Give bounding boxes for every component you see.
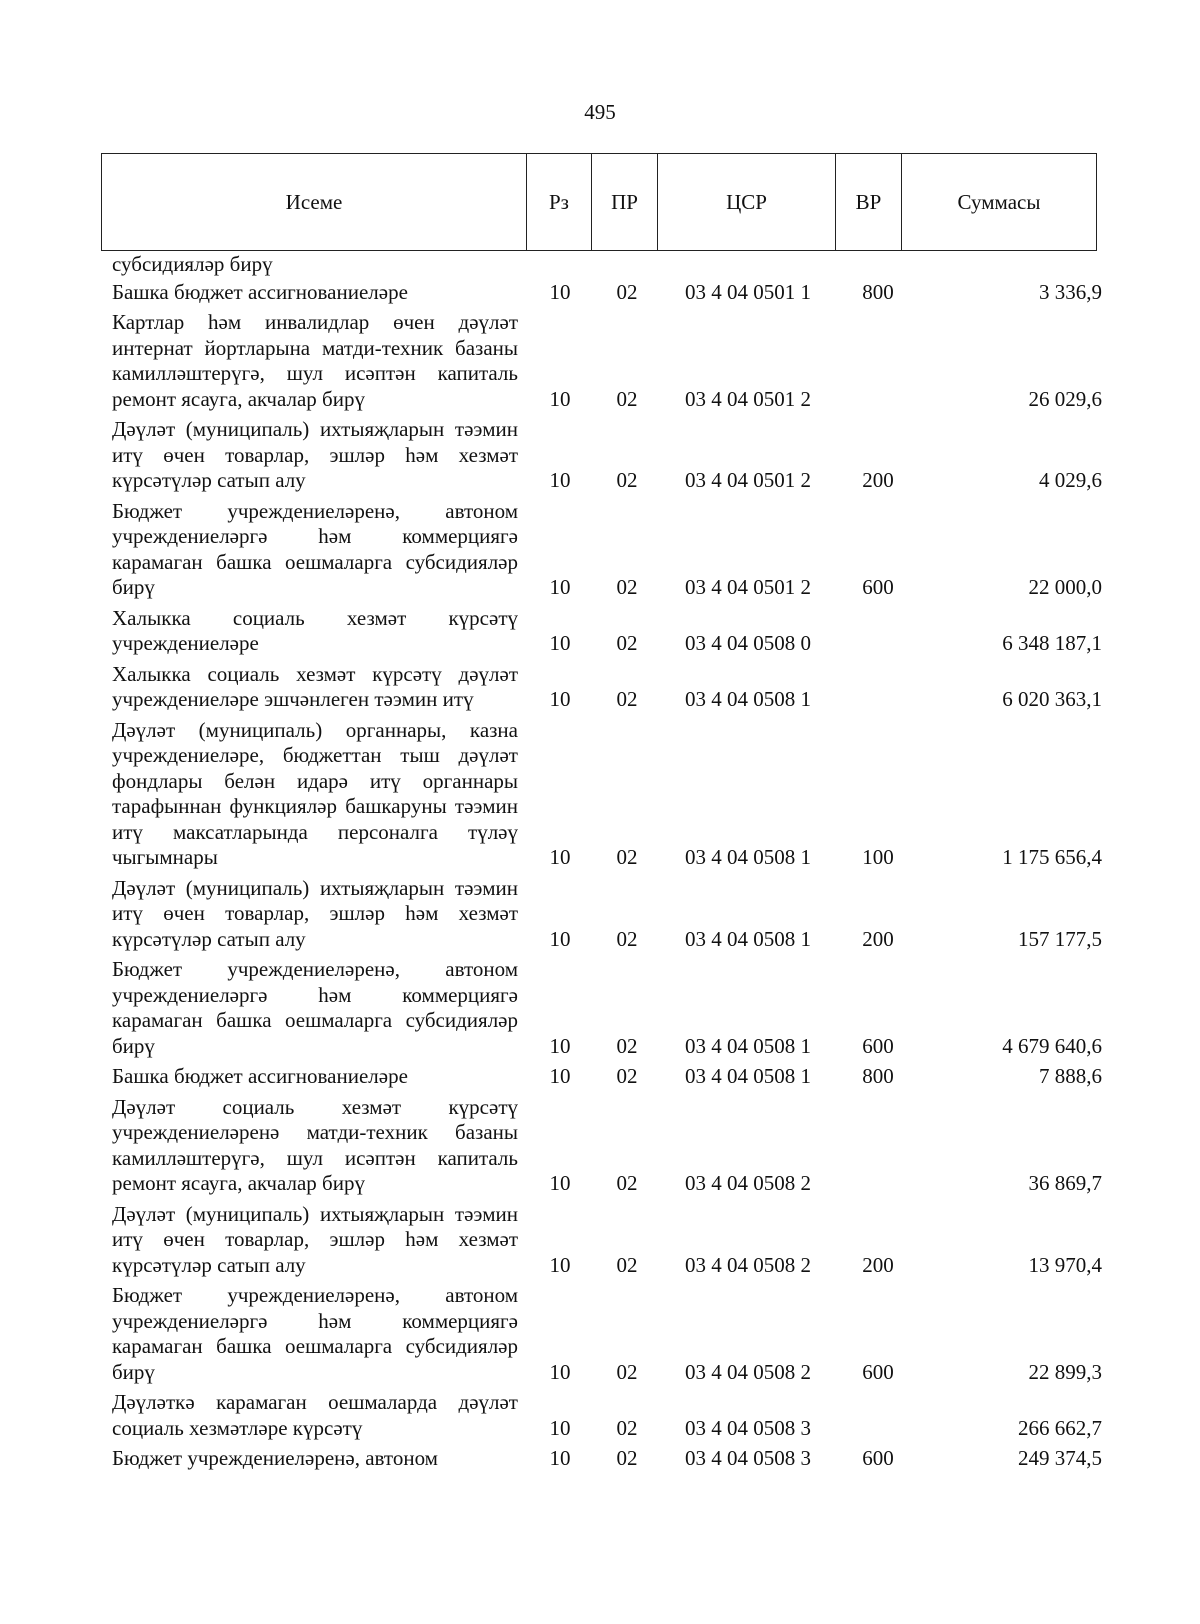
row-sum: 6 348 187,1 [1002,631,1102,655]
row-vr: 200 [862,926,894,951]
row-name: Башка бюджет ассигнованиеләре [112,1064,408,1088]
row-csr: 03 4 04 0508 1 [685,1033,811,1058]
row-pr: 02 [616,1446,638,1470]
row-name: Дәүләт (муниципаль) ихтыяҗларын тәэмин итү өчен товарлар, эшләр һәм хезмәт күрсәтүләр сатып алу [112,1201,518,1277]
row-sum: 36 869,7 [1028,1171,1102,1195]
row-name: Картлар һәм инвалидлар өчен дәүләт интернат йортларына матди-техник базаны камилләштерүгә, шул исәптән капиталь ремонт ясауга, акчалар бирү [112,310,518,411]
table-row [0,718,1200,871]
row-rz: 10 [549,1171,571,1195]
row-pr: 02 [616,631,638,655]
row-rz: 10 [549,1446,571,1470]
row-pr: 02 [616,1171,638,1195]
row-pr: 02 [616,468,638,492]
row-csr: 03 4 04 0508 1 [685,1064,811,1088]
table-row [0,1446,1200,1472]
row-vr: 800 [862,279,894,304]
row-pr: 02 [616,386,638,411]
row-csr: 03 4 04 0501 2 [685,575,811,599]
row-rz: 10 [549,386,571,411]
row-sum: 6 020 363,1 [1002,687,1102,711]
row-vr: 600 [862,1446,894,1470]
column-header-pr: ПР [592,154,658,251]
row-csr: 03 4 04 0508 3 [685,1415,811,1440]
row-sum: 249 374,5 [1018,1446,1102,1470]
row-name: Дәүләт (муниципаль) органнары, казна учреждениеләре, бюджеттан тыш дәүләт фондлары белән идарә итү органнары тарафыннан функцияләр башкаруны тәэмин итү максатларында персоналга түләү чыгымнары [112,717,518,869]
row-pr: 02 [616,1252,638,1277]
row-vr: 600 [862,1033,894,1058]
table-row [0,1064,1200,1090]
row-vr: 200 [862,1252,894,1277]
row-pr: 02 [616,575,638,599]
row-pr: 02 [616,845,638,869]
row-vr: 800 [862,1064,894,1088]
row-sum: 157 177,5 [1018,926,1102,951]
table-row [0,1202,1200,1279]
row-name: Дәүләткә карамаган оешмаларда дәүләт социаль хезмәтләре күрсәтү [112,1390,518,1440]
page-number: 495 [584,100,616,124]
row-csr: 03 4 04 0508 2 [685,1252,811,1277]
row-rz: 10 [549,279,571,304]
row-csr: 03 4 04 0508 3 [685,1446,811,1470]
table-row [0,310,1200,412]
row-csr: 03 4 04 0508 0 [685,631,811,655]
row-csr: 03 4 04 0508 1 [685,926,811,951]
row-sum: 22 899,3 [1028,1359,1102,1384]
row-name: Бюджет учреждениеләренә, автоном учреждениеләргә һәм коммерциягә карамаган башка оешмаларга субсидияләр бирү [112,957,518,1058]
column-header-vr: ВР [836,154,902,251]
table-row [0,499,1200,601]
row-rz: 10 [549,845,571,869]
table-row [0,662,1200,713]
row-rz: 10 [549,1064,571,1088]
column-header-rz: Рз [527,154,592,251]
row-sum: 22 000,0 [1028,575,1102,599]
row-csr: 03 4 04 0508 2 [685,1171,811,1195]
row-sum: 26 029,6 [1028,386,1102,411]
row-name: Дәүләт (муниципаль) ихтыяҗларын тәэмин итү өчен товарлар, эшләр һәм хезмәт күрсәтүләр сатып алу [112,875,518,951]
row-pr: 02 [616,926,638,951]
row-sum: 1 175 656,4 [1002,845,1102,869]
row-sum: 3 336,9 [1039,279,1102,304]
row-name: субсидияләр бирү [112,252,273,276]
row-name: Бюджет учреждениеләренә, автоном учреждениеләргә һәм коммерциягә карамаган башка оешмаларга субсидияләр бирү [112,498,518,599]
table-row [0,280,1200,306]
row-name: Дәүләт (муниципаль) ихтыяҗларын тәэмин итү өчен товарлар, эшләр һәм хезмәт күрсәтүләр сатып алу [112,417,518,492]
row-csr: 03 4 04 0508 2 [685,1359,811,1384]
row-csr: 03 4 04 0508 1 [685,687,811,711]
row-csr: 03 4 04 0501 1 [685,279,811,304]
table-row [0,1283,1200,1385]
row-sum: 7 888,6 [1039,1064,1102,1088]
row-name: Дәүләт социаль хезмәт күрсәтү учреждениеләренә матди-техник базаны камилләштерүгә, шул исәптән капиталь ремонт ясауга, акчалар бирү [112,1094,518,1195]
row-pr: 02 [616,279,638,304]
table-body [0,252,1200,1477]
table-row [0,252,1200,278]
table-row [0,417,1200,494]
row-pr: 02 [616,1359,638,1384]
row-vr: 100 [862,845,894,869]
row-sum: 13 970,4 [1028,1252,1102,1277]
table-header [101,153,1097,251]
row-sum: 4 679 640,6 [1002,1033,1102,1058]
row-rz: 10 [549,631,571,655]
row-name: Башка бюджет ассигнованиеләре [112,279,408,304]
table-row [0,1390,1200,1441]
row-rz: 10 [549,575,571,599]
row-rz: 10 [549,926,571,951]
row-vr: 600 [862,1359,894,1384]
row-pr: 02 [616,1064,638,1088]
row-rz: 10 [549,687,571,711]
row-vr: 200 [862,468,894,492]
row-pr: 02 [616,1033,638,1058]
row-name: Халыкка социаль хезмәт күрсәтү учреждениеләре [112,605,518,655]
row-name: Бюджет учреждениеләренә, автоном [112,1446,438,1470]
row-name: Бюджет учреждениеләренә, автоном учреждениеләргә һәм коммерциягә карамаган башка оешмаларга субсидияләр бирү [112,1283,518,1384]
row-name: Халыкка социаль хезмәт күрсәтү дәүләт учреждениеләре эшчәнлеген тәэмин итү [112,661,518,711]
row-sum: 4 029,6 [1039,468,1102,492]
row-vr: 600 [862,575,894,599]
row-pr: 02 [616,687,638,711]
table-row [0,1095,1200,1197]
row-csr: 03 4 04 0501 2 [685,468,811,492]
column-header-csr: ЦСР [658,154,836,251]
row-pr: 02 [616,1415,638,1440]
table-row [0,606,1200,657]
table-row [0,957,1200,1059]
table-row [0,876,1200,953]
row-rz: 10 [549,1252,571,1277]
row-csr: 03 4 04 0501 2 [685,386,811,411]
column-header-sum: Суммасы [902,154,1097,251]
row-rz: 10 [549,1033,571,1058]
row-rz: 10 [549,1359,571,1384]
row-rz: 10 [549,468,571,492]
column-header-name: Исеме [102,154,527,251]
row-csr: 03 4 04 0508 1 [685,845,811,869]
row-rz: 10 [549,1415,571,1440]
row-sum: 266 662,7 [1018,1415,1102,1440]
